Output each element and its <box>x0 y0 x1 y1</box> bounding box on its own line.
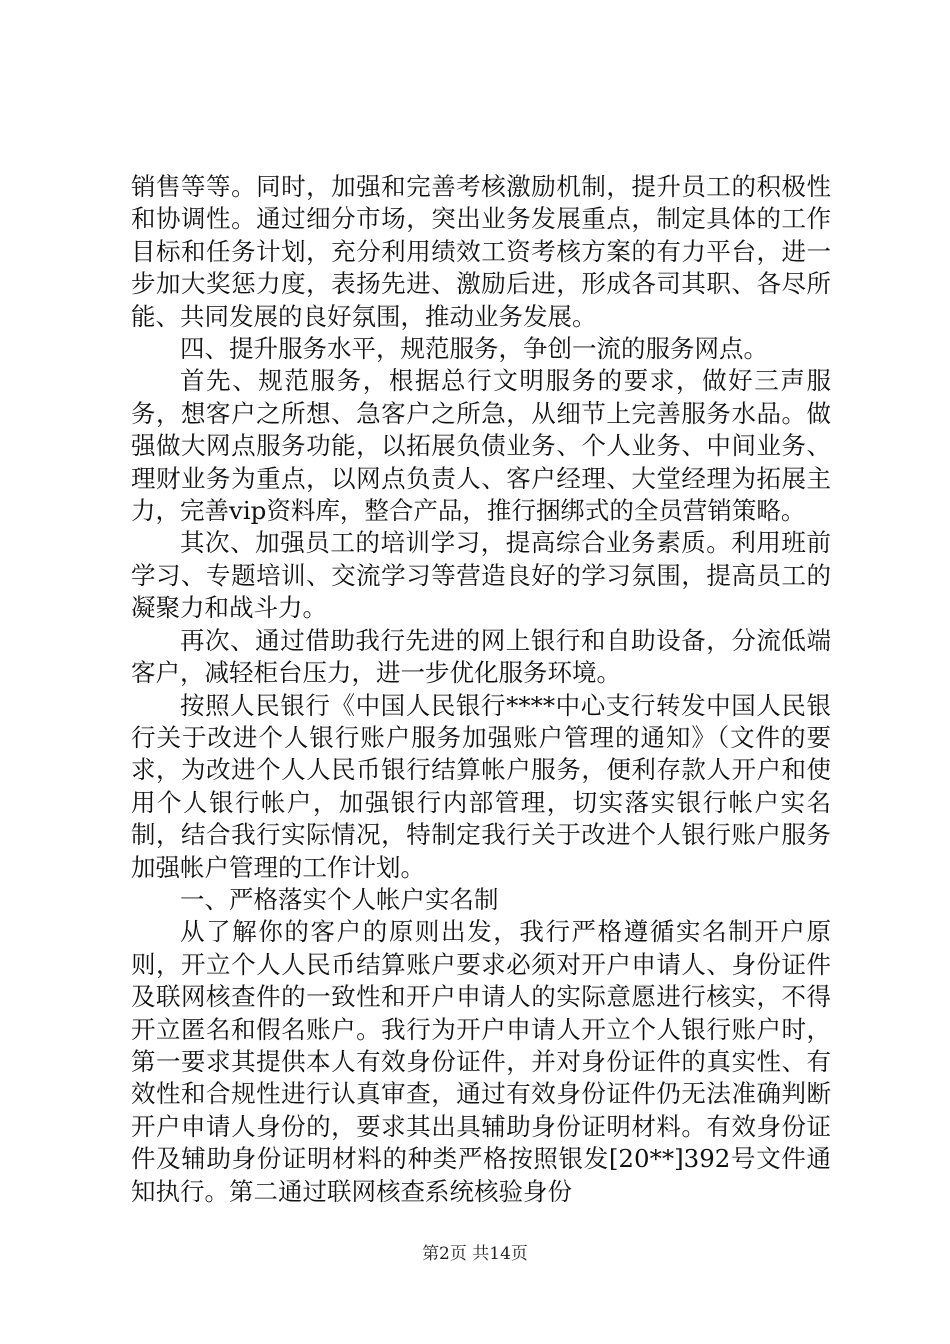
paragraph-2-heading: 四、提升服务水平，规范服务，争创一流的服务网点。 <box>180 334 768 364</box>
document-body <box>131 171 831 1208</box>
paragraph-3: 首先、规范服务，根据总行文明服务的要求，做好三声服务，想客户之所想、急客户之所急，从细节上完善服务水品。做强做大网点服务功能，以拓展负债业务、个人业务、中间业务、理财业务为重点，以网点负责人、客户经理、大堂经理为拓展主力，完善vip资料库，整合产品，推行捆绑式的全员营销策略。 <box>131 366 831 526</box>
paragraph-1: 销售等等。同时，加强和完善考核激励机制，提升员工的积极性和协调性。通过细分市场，突出业务发展重点，制定具体的工作目标和任务计划，充分利用绩效工资考核方案的有力平台，进一步加大奖惩力度，表扬先进、激励后进，形成各司其职、各尽所能、共同发展的良好氛围，推动业务发展。 <box>131 172 831 331</box>
paragraph-5: 再次、通过借助我行先进的网上银行和自助设备，分流低端客户，减轻柜台压力，进一步优化服务环境。 <box>131 625 831 688</box>
paragraph-6: 按照人民银行《中国人民银行****中心支行转发中国人民银行关于改进个人银行账户服务加强账户管理的通知》（文件的要求，为改进个人人民币银行结算帐户服务，便利存款人开户和使用个人银行帐户，加强银行内部管理，切实落实银行帐户实名制，结合我行实际情况，特制定我行关于改进个人银行账户服务加强帐户管理的工作计划。 <box>131 690 831 882</box>
paragraph-7-heading: 一、严格落实个人帐户实名制 <box>180 884 499 914</box>
paragraph-8: 从了解你的客户的原则出发，我行严格遵循实名制开户原则，开立个人人民币结算账户要求必须对开户申请人、身份证件及联网核查件的一致性和开户申请人的实际意愿进行核实，不得开立匿名和假名账户。我行为开户申请人开立个人银行账户时，第一要求其提供本人有效身份证件，并对身份证件的真实性、有效性和合规性进行认真审查，通过有效身份证件仍无法准确判断开户申请人身份的，要求其出具辅助身份证明材料。有效身份证件及辅助身份证明材料的种类严格按照银发[20**]392号文件通知执行。第二通过联网核查系统核验身份 <box>131 917 831 1206</box>
paragraph-4: 其次、加强员工的培训学习，提高综合业务素质。利用班前学习、专题培训、交流学习等营造良好的学习氛围，提高员工的凝聚力和战斗力。 <box>131 528 831 623</box>
page-number-footer: 第2页 共14页 <box>422 1244 528 1264</box>
